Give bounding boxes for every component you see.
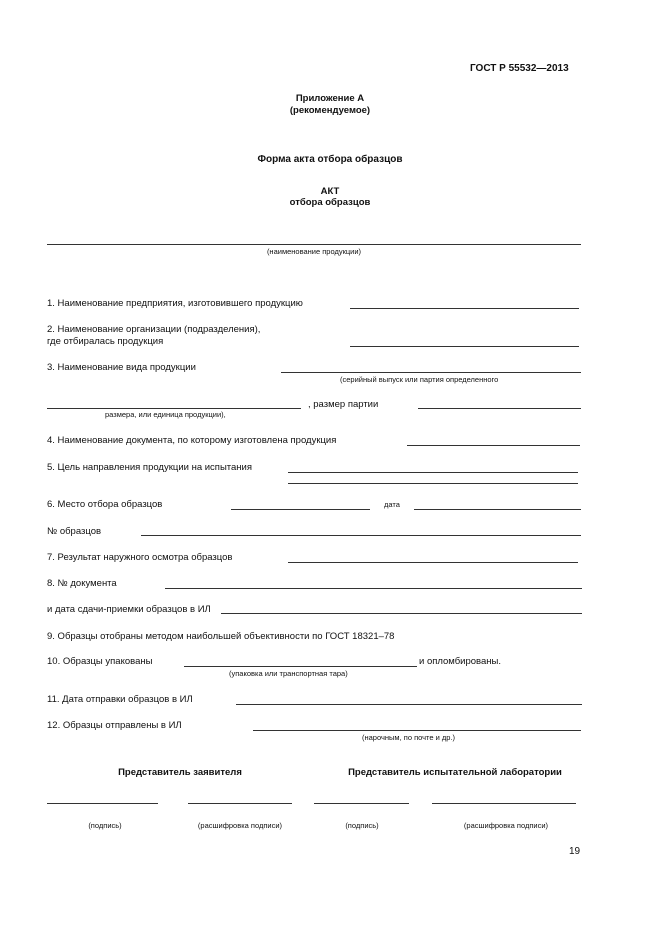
act-subtitle: отбора образцов xyxy=(289,197,371,208)
samples-number-line[interactable] xyxy=(141,535,581,536)
item-8-line-2[interactable] xyxy=(221,613,582,614)
applicant-decoding-line[interactable] xyxy=(188,803,292,804)
item-7-label: 7. Результат наружного осмотра образцов xyxy=(47,552,233,563)
lot-size-line[interactable] xyxy=(418,408,581,409)
item-2-label-cont: где отбиралась продукция xyxy=(47,336,164,347)
item-5-line-2[interactable] xyxy=(288,483,578,484)
item-8-label: 8. № документа xyxy=(47,578,117,589)
applicant-decoding-caption: (расшифровка подписи) xyxy=(197,821,283,830)
form-title: Форма акта отбора образцов xyxy=(257,154,403,165)
lot-size-label: , размер партии xyxy=(308,399,379,410)
act-title: АКТ xyxy=(320,186,340,197)
applicant-signature-caption: (подпись) xyxy=(88,821,122,830)
item-3-caption: (серийный выпуск или партия определенного xyxy=(340,375,499,384)
sealed-label: и опломбированы. xyxy=(419,656,501,667)
item-1-label: 1. Наименование предприятия, изготовившего продукцию xyxy=(47,298,303,309)
lab-signature-line[interactable] xyxy=(314,803,409,804)
lab-representative: Представитель испытательной лаборатории xyxy=(348,767,562,778)
page-number: 19 xyxy=(569,846,581,857)
item-2-line[interactable] xyxy=(350,346,579,347)
product-name-line[interactable] xyxy=(47,244,581,245)
item-5-line[interactable] xyxy=(288,472,578,473)
item-3-line-2[interactable] xyxy=(47,408,301,409)
date-line[interactable] xyxy=(414,509,581,510)
date-label: дата xyxy=(384,500,400,509)
applicant-signature-line[interactable] xyxy=(47,803,158,804)
delivery-caption: (нарочным, по почте и др.) xyxy=(362,733,456,742)
item-3-label: 3. Наименование вида продукции xyxy=(47,362,196,373)
standard-number: ГОСТ Р 55532—2013 xyxy=(470,63,569,74)
item-10-label: 10. Образцы упакованы xyxy=(47,656,153,667)
lab-decoding-caption: (расшифровка подписи) xyxy=(463,821,549,830)
item-8-label-cont: и дата сдачи-приемки образцов в ИЛ xyxy=(47,604,211,615)
item-4-line[interactable] xyxy=(407,445,580,446)
item-1-line[interactable] xyxy=(350,308,579,309)
samples-number-label: № образцов xyxy=(47,526,102,537)
packaging-line[interactable] xyxy=(184,666,417,667)
product-caption: (наименование продукции) xyxy=(266,247,362,256)
item-3-line[interactable] xyxy=(281,372,581,373)
lab-decoding-line[interactable] xyxy=(432,803,576,804)
lab-signature-caption: (подпись) xyxy=(345,821,379,830)
item-3-caption-cont: размера, или единица продукции), xyxy=(105,410,226,419)
applicant-representative: Представитель заявителя xyxy=(118,767,242,778)
sampling-place-line[interactable] xyxy=(231,509,370,510)
item-2-label: 2. Наименование организации (подразделения), xyxy=(47,324,261,335)
item-12-label: 12. Образцы отправлены в ИЛ xyxy=(47,720,182,731)
item-12-line[interactable] xyxy=(253,730,581,731)
appendix-title: Приложение А xyxy=(295,93,365,104)
item-4-label: 4. Наименование документа, по которому изготовлена продукция xyxy=(47,435,337,446)
item-5-label: 5. Цель направления продукции на испытания xyxy=(47,462,252,473)
item-6-label: 6. Место отбора образцов xyxy=(47,499,163,510)
item-11-label: 11. Дата отправки образцов в ИЛ xyxy=(47,694,193,705)
item-11-line[interactable] xyxy=(236,704,582,705)
packaging-caption: (упаковка или транспортная тара) xyxy=(229,669,348,678)
item-8-line[interactable] xyxy=(165,588,582,589)
item-9-label: 9. Образцы отобраны методом наибольшей объективности по ГОСТ 18321–78 xyxy=(47,631,395,642)
item-7-line[interactable] xyxy=(288,562,578,563)
appendix-subtitle: (рекомендуемое) xyxy=(289,105,371,116)
